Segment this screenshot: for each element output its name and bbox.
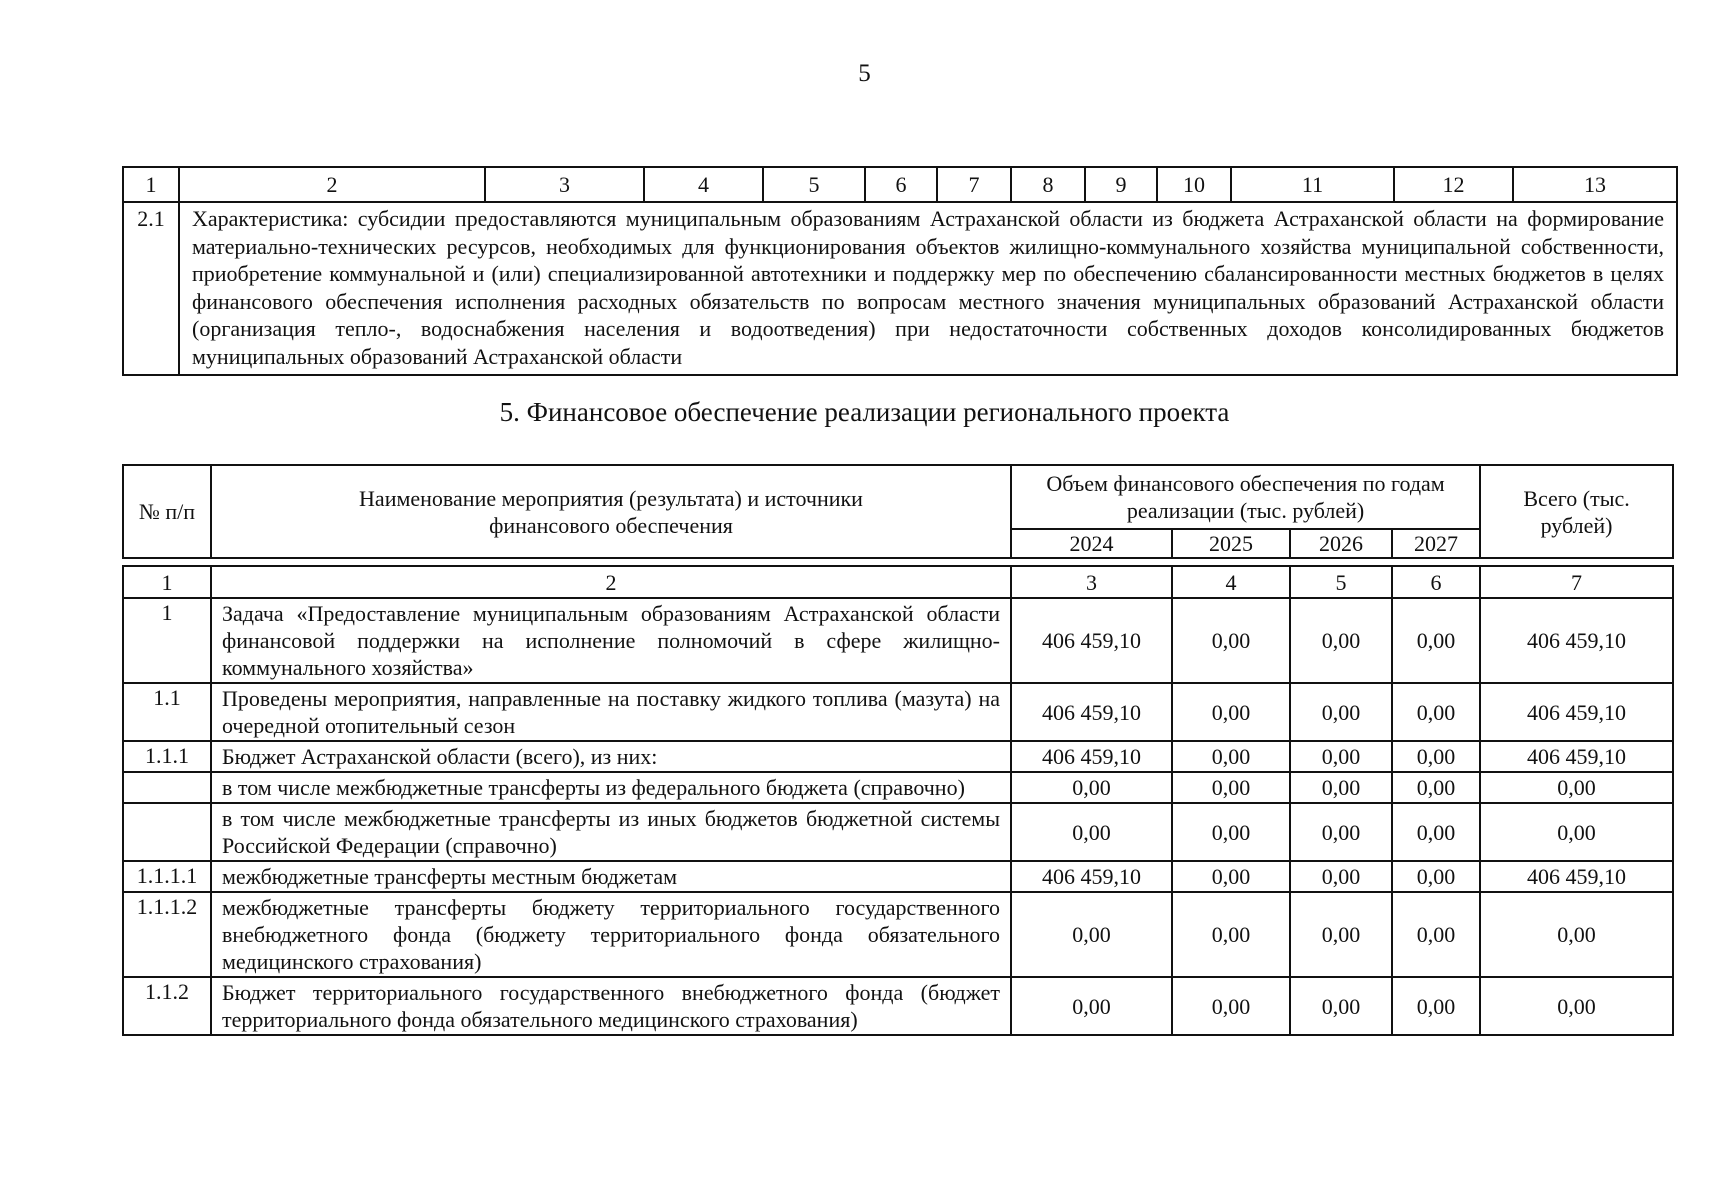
table-row [123, 772, 1673, 803]
row-value: 0,00 [1392, 772, 1480, 803]
column-number: 5 [763, 167, 865, 202]
row-code: 1.1.1 [123, 741, 211, 772]
column-number: 1 [123, 566, 211, 598]
row-value: 0,00 [1172, 683, 1290, 741]
row-value: 0,00 [1172, 598, 1290, 683]
table-row [123, 598, 1673, 683]
row-code [123, 803, 211, 861]
row-value: 0,00 [1172, 803, 1290, 861]
row-total: 406 459,10 [1480, 598, 1673, 683]
row-value: 0,00 [1011, 803, 1172, 861]
column-number: 2 [211, 566, 1011, 598]
column-number: 13 [1513, 167, 1677, 202]
row-value: 0,00 [1172, 892, 1290, 977]
page-number: 5 [858, 60, 871, 87]
row-value: 0,00 [1290, 803, 1392, 861]
column-number: 6 [1392, 566, 1480, 598]
row-value: 0,00 [1172, 772, 1290, 803]
row-value: 0,00 [1392, 598, 1480, 683]
table-row [123, 803, 1673, 861]
header-volume: Объем финансового обеспечения по годам реализации (тыс. рублей) [1011, 465, 1480, 529]
row-value: 0,00 [1011, 892, 1172, 977]
column-number: 7 [1480, 566, 1673, 598]
characteristic-text: Характеристика: субсидии предоставляются муниципальным образованиям Астраханской области из бюджета Астраханской области на формирование материально-технических ресурсов, необходимых для функционирования объектов жилищно-коммунального хозяйства муниципальной собственности, приобретение коммунальной и (или) специализированной автотехники и поддержку мер по обеспечению сбалансированности местных бюджетов в целях финансового обеспечения исполнения расходных обязательств по вопросам местного значения муниципальных образований Астраханской области (организация тепло-, водоснабжения населения и водоотведения) при недостаточности собственных доходов консолидированных бюджетов муниципальных образований Астраханской области [179, 202, 1677, 375]
table-row [123, 683, 1673, 741]
row-value: 0,00 [1172, 977, 1290, 1035]
header-separator [123, 558, 1673, 566]
column-number: 1 [123, 167, 179, 202]
row-total: 406 459,10 [1480, 861, 1673, 892]
row-value: 0,00 [1392, 683, 1480, 741]
column-number: 8 [1011, 167, 1085, 202]
row-total: 0,00 [1480, 892, 1673, 977]
row-name: в том числе межбюджетные трансферты из федерального бюджета (справочно) [211, 772, 1011, 803]
financing-table [122, 464, 1674, 1036]
row-value: 406 459,10 [1011, 683, 1172, 741]
row-name: в том числе межбюджетные трансферты из иных бюджетов бюджетной системы Российской Федерации (справочно) [211, 803, 1011, 861]
row-value: 0,00 [1290, 741, 1392, 772]
row-value: 0,00 [1392, 803, 1480, 861]
header-year: 2025 [1172, 529, 1290, 558]
row-total: 0,00 [1480, 977, 1673, 1035]
characteristic-row [123, 202, 1677, 375]
row-value: 0,00 [1290, 683, 1392, 741]
row-value: 0,00 [1392, 977, 1480, 1035]
column-number: 9 [1085, 167, 1157, 202]
section-title: 5. Финансовое обеспечение реализации регионального проекта [499, 397, 1230, 427]
characteristics-table [122, 166, 1678, 376]
column-number: 12 [1394, 167, 1513, 202]
column-number: 11 [1231, 167, 1394, 202]
column-number: 4 [1172, 566, 1290, 598]
row-total: 0,00 [1480, 772, 1673, 803]
row-value: 0,00 [1392, 861, 1480, 892]
row-code: 1.1.1.1 [123, 861, 211, 892]
row-code [123, 772, 211, 803]
row-value: 0,00 [1290, 977, 1392, 1035]
row-name: межбюджетные трансферты бюджету территориального государственного внебюджетного фонда (бюджету территориального фонда обязательного медицинского страхования) [211, 892, 1011, 977]
row-total: 406 459,10 [1480, 741, 1673, 772]
column-number: 10 [1157, 167, 1231, 202]
row-code: 1 [123, 598, 211, 683]
column-numbers-row [123, 566, 1673, 598]
row-total: 406 459,10 [1480, 683, 1673, 741]
row-name: Проведены мероприятия, направленные на поставку жидкого топлива (мазута) на очередной отопительный сезон [211, 683, 1011, 741]
column-number: 2 [179, 167, 485, 202]
table-row [123, 741, 1673, 772]
row-value: 0,00 [1172, 741, 1290, 772]
row-total: 0,00 [1480, 803, 1673, 861]
row-value: 0,00 [1290, 598, 1392, 683]
row-name: Бюджет Астраханской области (всего), из них: [211, 741, 1011, 772]
row-value: 0,00 [1011, 977, 1172, 1035]
column-number: 6 [865, 167, 937, 202]
column-number: 3 [485, 167, 644, 202]
row-value: 406 459,10 [1011, 741, 1172, 772]
row-code: 1.1 [123, 683, 211, 741]
row-value: 0,00 [1290, 861, 1392, 892]
header-row [123, 465, 1673, 529]
row-value: 0,00 [1392, 892, 1480, 977]
row-value: 0,00 [1011, 772, 1172, 803]
column-number: 3 [1011, 566, 1172, 598]
row-name: межбюджетные трансферты местным бюджетам [211, 861, 1011, 892]
row-code: 1.1.1.2 [123, 892, 211, 977]
row-code: 2.1 [123, 202, 179, 375]
column-number: 5 [1290, 566, 1392, 598]
header-total: Всего (тыс. рублей) [1480, 465, 1673, 558]
row-value: 0,00 [1392, 741, 1480, 772]
header-name: Наименование мероприятия (результата) и источники финансового обеспечения [211, 465, 1011, 558]
table-row [123, 977, 1673, 1035]
row-value: 406 459,10 [1011, 598, 1172, 683]
column-number: 7 [937, 167, 1011, 202]
row-value: 406 459,10 [1011, 861, 1172, 892]
row-name: Задача «Предоставление муниципальным образованиям Астраханской области финансовой поддержки на исполнение полномочий в сфере жилищно-коммунального хозяйства» [211, 598, 1011, 683]
table-row [123, 892, 1673, 977]
table-row [123, 861, 1673, 892]
column-numbers-row [123, 167, 1677, 202]
header-year: 2026 [1290, 529, 1392, 558]
row-value: 0,00 [1290, 892, 1392, 977]
header-year: 2024 [1011, 529, 1172, 558]
row-code: 1.1.2 [123, 977, 211, 1035]
header-num: № п/п [123, 465, 211, 558]
row-name: Бюджет территориального государственного внебюджетного фонда (бюджет территориального фонда обязательного медицинского страхования) [211, 977, 1011, 1035]
row-value: 0,00 [1172, 861, 1290, 892]
header-year: 2027 [1392, 529, 1480, 558]
column-number: 4 [644, 167, 763, 202]
row-value: 0,00 [1290, 772, 1392, 803]
